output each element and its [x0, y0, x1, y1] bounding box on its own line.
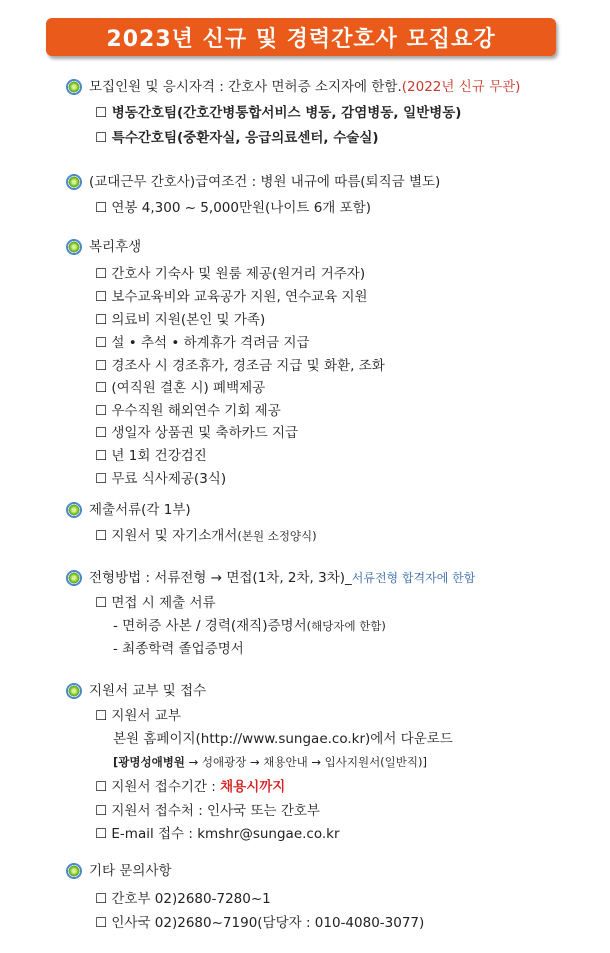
list-item: ☐ 연봉 4,300 ~ 5,000만원(나이트 6개 포함)	[95, 200, 371, 216]
list-item: ☐ 생일자 상품권 및 축하카드 지급	[95, 425, 299, 441]
sub-list-item: - 면허증 사본 / 경력(재직)증명서(해당자에 한함)	[113, 618, 386, 634]
section-salary-heading: (교대근무 간호사)급여조건 : 병원 내규에 따름(퇴직금 별도)	[66, 172, 440, 192]
list-item: ☐ 지원서 및 자기소개서(본원 소정양식)	[95, 528, 317, 544]
green-circle-bullet-icon	[66, 79, 82, 95]
list-item: ☐ 지원서 접수기간 : 채용시까지	[95, 779, 286, 795]
list-item: ☐ 지원서 접수처 : 인사국 또는 간호부	[95, 803, 320, 819]
download-instructions: 본원 홈페이지(http://www.sungae.co.kr)에서 다운로드	[113, 731, 453, 747]
section-recruit-heading: 모집인원 및 응시자격 : 간호사 면허증 소지자에 한함. (2022년 신규 무관)	[66, 77, 520, 97]
list-item: ☐ 년 1회 건강검진	[95, 448, 207, 464]
deadline-value: 채용시까지	[220, 779, 286, 795]
section-contact-heading: 기타 문의사항	[66, 861, 172, 881]
green-circle-bullet-icon	[66, 863, 82, 879]
green-circle-bullet-icon	[66, 683, 82, 699]
section-application-heading: 지원서 교부 및 접수	[66, 681, 206, 701]
green-circle-bullet-icon	[66, 502, 82, 518]
green-circle-bullet-icon	[66, 570, 82, 586]
section-selection-heading: 전형방법 : 서류전형 → 면접(1차, 2차, 3차)_ 서류전형 합격자에 한함	[66, 568, 475, 588]
list-item: ☐ 면접 시 제출 서류	[95, 595, 216, 611]
list-item: ☐ E-mail 접수 : kmshr@sungae.co.kr	[95, 826, 340, 842]
sub-list-item: - 최종학력 졸업증명서	[113, 641, 244, 657]
green-circle-bullet-icon	[66, 239, 82, 255]
download-path: [광명성애병원 → 성애광장 → 채용안내 → 입사지원서(일반직)]	[113, 755, 427, 769]
list-item: ☐ (여직원 결혼 시) 폐백제공	[95, 380, 266, 396]
list-item: ☐ 의료비 지원(본인 및 가족)	[95, 312, 266, 328]
contact-item: ☐ 간호부 02)2680-7280~1	[95, 891, 271, 907]
section-welfare-heading: 복리후생	[66, 237, 141, 257]
list-item: ☐ 지원서 교부	[95, 708, 181, 724]
contact-item: ☐ 인사국 02)2680~7190(담당자 : 010-4080-3077)	[95, 915, 425, 931]
page-title-banner	[46, 18, 556, 56]
list-item: ☐ 우수직원 해외연수 기회 제공	[95, 403, 281, 419]
list-item: ☐ 간호사 기숙사 및 원룸 제공(원거리 거주자)	[95, 266, 366, 282]
list-item: ☐ 설 • 추석 • 하계휴가 격려금 지급	[95, 335, 310, 351]
page-title: 2023년 신규 및 경력간호사 모집요강	[106, 26, 496, 52]
green-circle-bullet-icon	[66, 174, 82, 190]
list-item: ☐ 보수교육비와 교육공가 지원, 연수교육 지원	[95, 289, 368, 305]
list-item: ☐ 특수간호팀(중환자실, 응급의료센터, 수술실)	[95, 130, 379, 146]
list-item: ☐ 무료 식사제공(3식)	[95, 471, 227, 487]
list-item: ☐ 경조사 시 경조휴가, 경조금 지급 및 화환, 조화	[95, 358, 385, 374]
section-documents-heading: 제출서류(각 1부)	[66, 500, 191, 520]
list-item: ☐ 병동간호팀(간호간병통합서비스 병동, 감염병동, 일반병동)	[95, 105, 462, 121]
